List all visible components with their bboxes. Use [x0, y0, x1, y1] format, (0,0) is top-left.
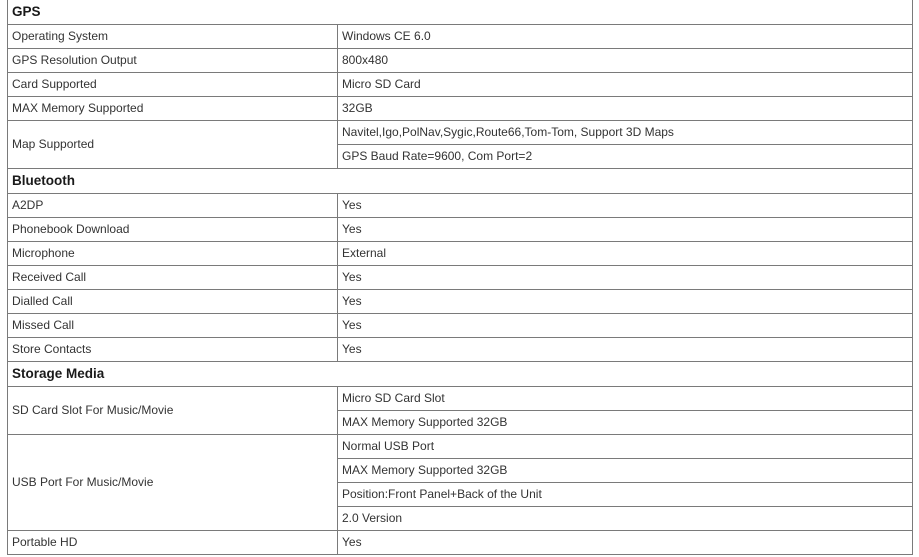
spec-label: Missed Call	[8, 314, 338, 338]
spec-label: Received Call	[8, 266, 338, 290]
spec-label: A2DP	[8, 194, 338, 218]
section-title: Storage Media	[8, 362, 913, 387]
spec-value: 2.0 Version	[338, 507, 913, 531]
spec-label: Operating System	[8, 25, 338, 49]
spec-label: SD Card Slot For Music/Movie	[8, 387, 338, 435]
spec-label: GPS Resolution Output	[8, 49, 338, 73]
table-row	[8, 314, 913, 338]
spec-value: Yes	[338, 290, 913, 314]
spec-label: Dialled Call	[8, 290, 338, 314]
spec-value: Position:Front Panel+Back of the Unit	[338, 483, 913, 507]
spec-table	[7, 0, 913, 555]
table-row	[8, 242, 913, 266]
spec-label: Map Supported	[8, 121, 338, 169]
spec-label: USB Port For Music/Movie	[8, 435, 338, 531]
section-title: Bluetooth	[8, 169, 913, 194]
spec-value: 32GB	[338, 97, 913, 121]
spec-value: 800x480	[338, 49, 913, 73]
section-gps	[8, 0, 913, 25]
spec-value: Micro SD Card	[338, 73, 913, 97]
spec-value: Navitel,Igo,PolNav,Sygic,Route66,Tom-Tom, Support 3D Maps	[338, 121, 913, 145]
spec-label: MAX Memory Supported	[8, 97, 338, 121]
spec-label: Card Supported	[8, 73, 338, 97]
table-row	[8, 97, 913, 121]
table-row	[8, 194, 913, 218]
section-storage-media	[8, 362, 913, 387]
spec-value: External	[338, 242, 913, 266]
spec-value: Yes	[338, 194, 913, 218]
section-bluetooth	[8, 169, 913, 194]
table-row	[8, 531, 913, 555]
spec-value: Yes	[338, 314, 913, 338]
table-row	[8, 435, 913, 459]
spec-value: Yes	[338, 218, 913, 242]
table-row	[8, 266, 913, 290]
table-row	[8, 73, 913, 97]
table-row	[8, 218, 913, 242]
spec-value: MAX Memory Supported 32GB	[338, 459, 913, 483]
spec-label: Phonebook Download	[8, 218, 338, 242]
table-row	[8, 121, 913, 145]
spec-value: Yes	[338, 531, 913, 555]
table-row	[8, 290, 913, 314]
table-row	[8, 25, 913, 49]
spec-value: MAX Memory Supported 32GB	[338, 411, 913, 435]
section-title: GPS	[8, 0, 913, 25]
spec-label: Store Contacts	[8, 338, 338, 362]
table-row	[8, 387, 913, 411]
table-row	[8, 49, 913, 73]
spec-value: Windows CE 6.0	[338, 25, 913, 49]
table-row	[8, 338, 913, 362]
spec-label: Microphone	[8, 242, 338, 266]
spec-value: GPS Baud Rate=9600, Com Port=2	[338, 145, 913, 169]
spec-value: Yes	[338, 266, 913, 290]
spec-value: Normal USB Port	[338, 435, 913, 459]
spec-label: Portable HD	[8, 531, 338, 555]
spec-value: Micro SD Card Slot	[338, 387, 913, 411]
spec-value: Yes	[338, 338, 913, 362]
